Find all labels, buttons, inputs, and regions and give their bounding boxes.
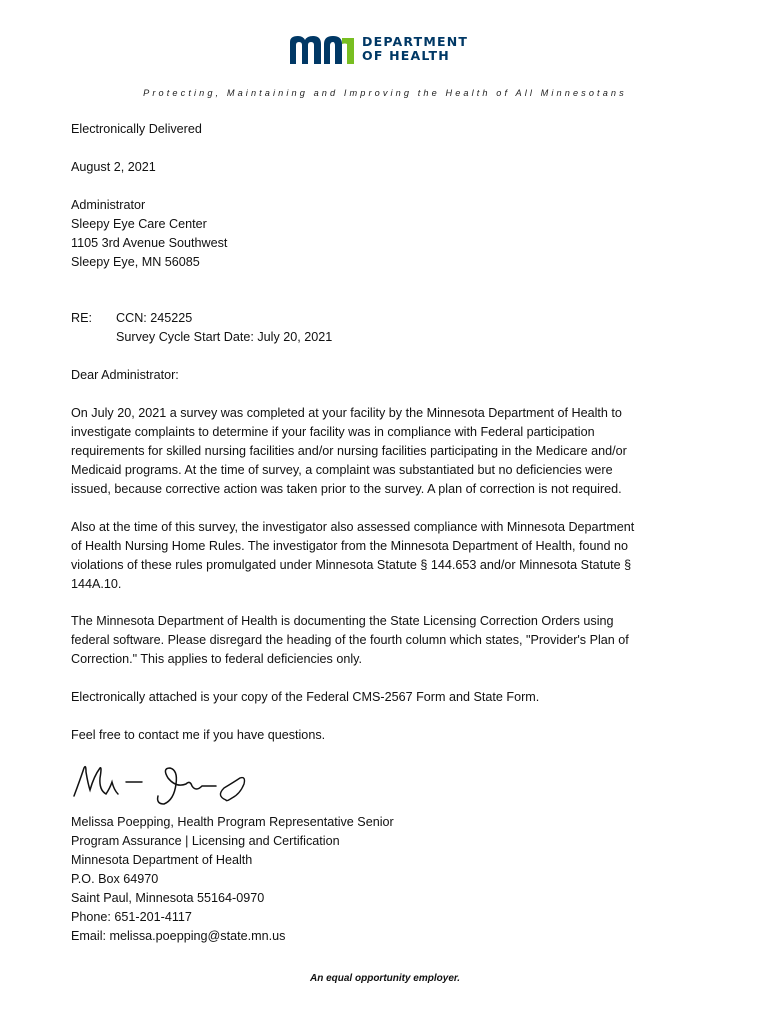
mn-logo-mark-icon [290,34,356,66]
paragraph-1 [71,404,699,499]
signature-line: Minnesota Department of Health [71,853,253,867]
re-label: RE: [71,311,92,325]
paragraph-line: Medicaid programs. At the time of survey, a complaint was substantiated but no deficiencies were [71,463,613,477]
recipient-line: Administrator [71,198,146,212]
tagline: Protecting, Maintaining and Improving the Health of All Minnesotans [143,88,627,98]
paragraph-line: investigate complaints to determine if your facility was in compliance with Federal participation [71,425,595,439]
paragraph-line: Correction." This applies to federal deficiencies only. [71,652,363,666]
paragraph-line: federal software. Please disregard the heading of the fourth column which states, "Provider's Plan of [71,633,629,647]
paragraph-line: violations of these rules promulgated under Minnesota Statute § 144.653 and/or Minnesota Statute § [71,558,632,572]
re-line: Survey Cycle Start Date: July 20, 2021 [116,330,333,344]
footer-statement: An equal opportunity employer. [309,973,460,984]
signature-email: Email: melissa.poepping@state.mn.us [71,929,286,943]
recipient-address [71,196,699,272]
signature-block [71,813,699,946]
re-line: CCN: 245225 [116,311,193,325]
paragraph-line: issued, because corrective action was taken prior to the survey. A plan of correction is not required. [71,482,622,496]
mdh-logo [290,34,490,70]
signature-line: Melissa Poepping, Health Program Representative Senior [71,815,394,829]
paragraph-line: The Minnesota Department of Health is documenting the State Licensing Correction Orders using [71,614,614,628]
logo-line-2: OF HEALTH [362,48,450,63]
recipient-line: Sleepy Eye Care Center [71,217,207,231]
signature-line: Program Assurance | Licensing and Certification [71,834,340,848]
paragraph-line: of Health Nursing Home Rules. The investigator from the Minnesota Department of Health, found no [71,539,628,553]
paragraph-3 [71,612,699,669]
recipient-line: 1105 3rd Avenue Southwest [71,236,228,250]
recipient-line: Sleepy Eye, MN 56085 [71,255,200,269]
paragraph-line: On July 20, 2021 a survey was completed at your facility by the Minnesota Department of Health to [71,406,622,420]
paragraph-line: requirements for skilled nursing facilities and/or nursing facilities participating in the Medicare and/or [71,444,627,458]
letter-date: August 2, 2021 [71,160,156,174]
paragraph-4: Electronically attached is your copy of the Federal CMS-2567 Form and State Form. [71,690,540,704]
paragraph-5: Feel free to contact me if you have questions. [71,728,326,742]
salutation: Dear Administrator: [71,368,179,382]
paragraph-2 [71,518,699,594]
signature-line: P.O. Box 64970 [71,872,159,886]
paragraph-line: 144A.10. [71,577,122,591]
signature-line: Phone: 651-201-4117 [71,910,192,924]
signature-icon [66,760,266,810]
logo-wordmark [362,35,468,63]
re-details [116,309,332,347]
delivery-method: Electronically Delivered [71,122,202,136]
paragraph-line: Also at the time of this survey, the investigator also assessed compliance with Minnesota Department [71,520,635,534]
logo-line-1: DEPARTMENT [362,34,469,49]
signature-line: Saint Paul, Minnesota 55164-0970 [71,891,265,905]
